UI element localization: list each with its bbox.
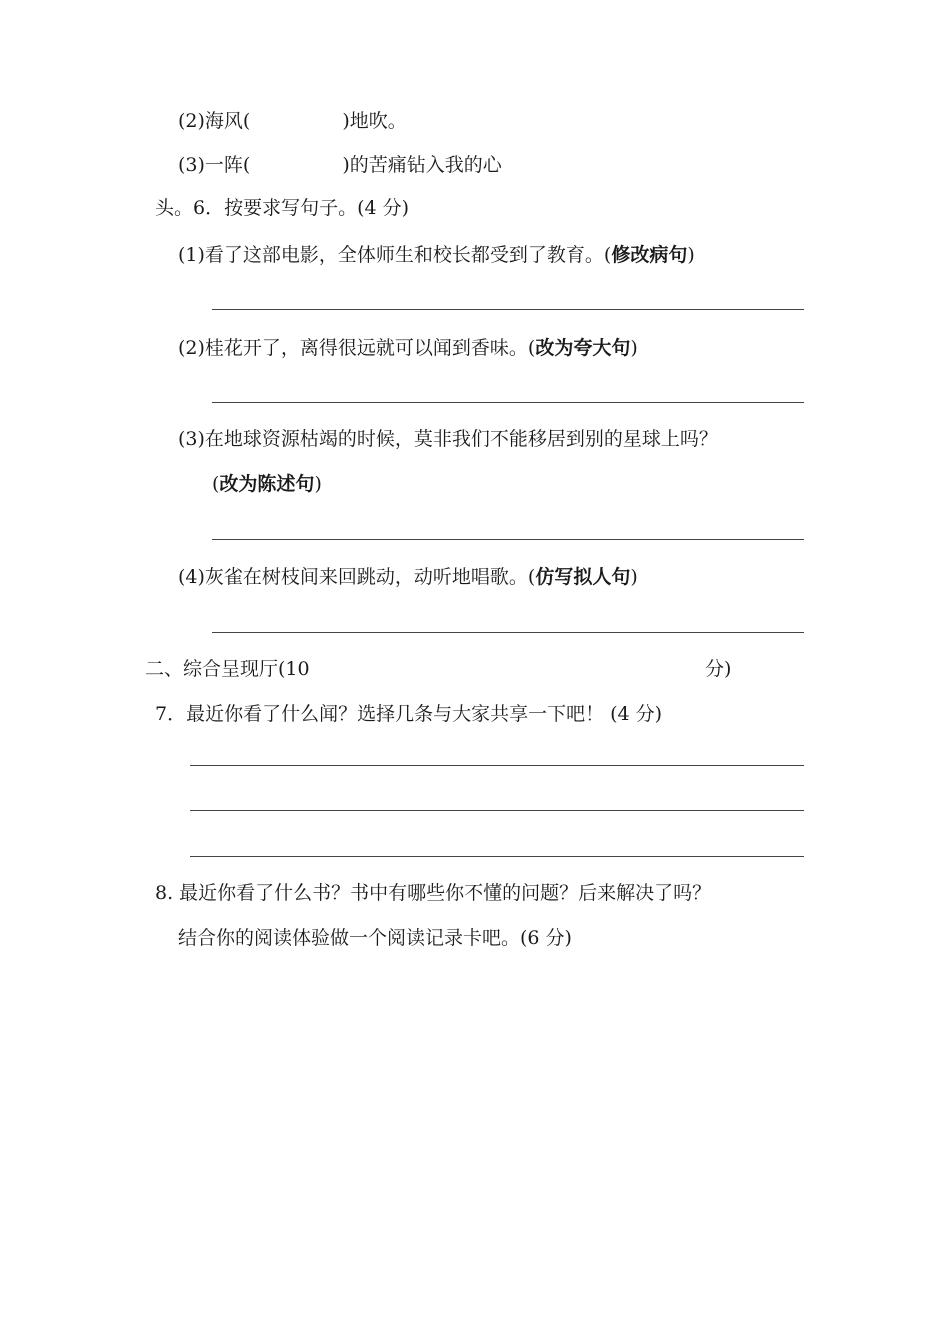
q8-line-2: 结合你的阅读体验做一个阅读记录卡吧。(6 分) — [178, 927, 572, 949]
q6-item-3-text: (3)在地球资源枯竭的时候，莫非我们不能移居到别的星球上吗？ — [178, 428, 718, 450]
q6-item-2-close: ) — [630, 337, 638, 359]
q6-item-3-instruction — [212, 471, 322, 497]
q6-item-1-hint: 修改病句 — [611, 244, 688, 266]
q6-item-4-close: ) — [630, 566, 638, 588]
q6-item-1-text: (1)看了这部电影，全体师生和校长都受到了教育。( — [178, 244, 612, 266]
q6-item-3-close: ) — [314, 473, 322, 495]
q7-answer-line-2[interactable] — [190, 810, 804, 811]
q6-item-4 — [178, 564, 638, 590]
q7-text: 7．最近你看了什么闻？选择几条与大家共享一下吧！ (4 分) — [155, 703, 663, 725]
fill-item-2-prefix: (2)海风( — [178, 110, 251, 132]
q6-item-1 — [178, 242, 695, 268]
section-2-score: 分) — [705, 658, 732, 680]
q6-item-3 — [178, 426, 718, 452]
q6-item-2-text: (2)桂花开了，离得很远就可以闻到香味。( — [178, 337, 536, 359]
q6-item-3-hint: 改为陈述句 — [219, 473, 315, 495]
fill-item-3-suffix: )的苦痛钻入我的心 — [342, 154, 502, 176]
fill-item-2-suffix: )地吹。 — [342, 110, 407, 132]
q6-item-2-answer-line[interactable] — [212, 402, 804, 403]
q6-item-2 — [178, 335, 638, 361]
fill-item-2 — [178, 108, 407, 134]
q7-answer-line-1[interactable] — [190, 765, 804, 766]
q6-header: 头。6．按要求写句子。(4 分) — [155, 197, 410, 219]
section-2-title: 二、综合呈现厅(10 — [145, 658, 310, 680]
q6-item-2-hint: 改为夸大句 — [535, 337, 631, 359]
q6-item-3-open: ( — [212, 473, 220, 495]
q7-answer-line-3[interactable] — [190, 856, 804, 857]
q6-item-4-answer-line[interactable] — [212, 632, 804, 633]
fill-item-3 — [178, 152, 502, 178]
fill-item-3-prefix: (3)一阵( — [178, 154, 251, 176]
q6-item-4-hint: 仿写拟人句 — [535, 566, 631, 588]
q6-item-1-answer-line[interactable] — [212, 309, 804, 310]
q8-line-1: 8. 最近你看了什么书？书中有哪些你不懂的问题？后来解决了吗？ — [155, 882, 712, 904]
q6-item-1-close: ) — [687, 244, 695, 266]
q6-item-3-answer-line[interactable] — [212, 539, 804, 540]
q6-item-4-text: (4)灰雀在树枝间来回跳动，动听地唱歌。( — [178, 566, 536, 588]
